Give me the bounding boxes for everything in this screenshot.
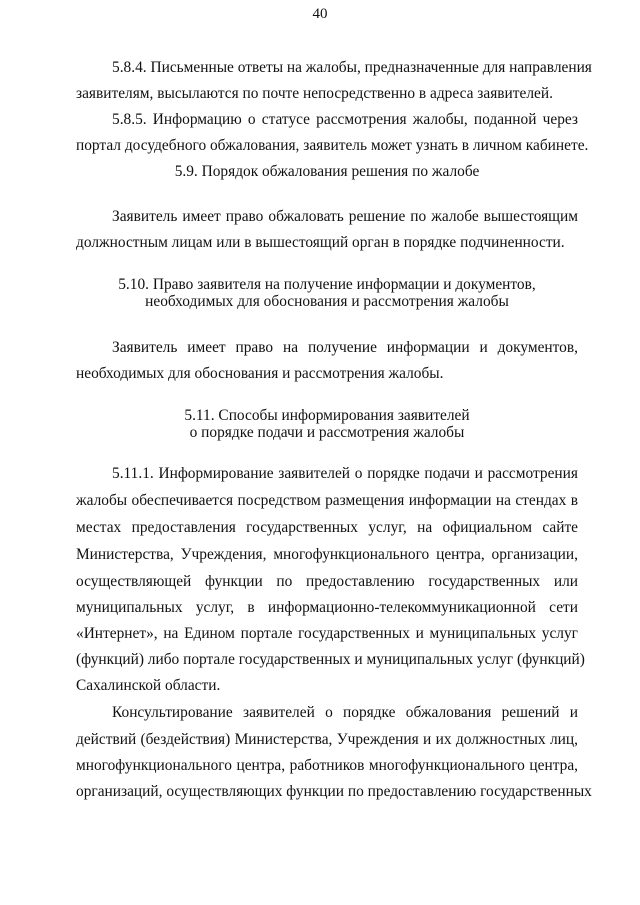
text-line: муниципальных услуг, в информационно-телекоммуникационной сети: [76, 599, 578, 616]
text-line: Заявитель имеет право на получение информации и документов,: [112, 339, 578, 356]
text-line: 5.8.4. Письменные ответы на жалобы, предназначенные для направления: [112, 59, 592, 76]
section-heading: 5.9. Порядок обжалования решения по жалобе: [174, 163, 480, 180]
text-line: 5.11.1. Информирование заявителей о порядке подачи и рассмотрения: [112, 465, 578, 482]
text-line: должностным лицам или в вышестоящий орган в порядке подчиненности.: [76, 234, 565, 251]
text-line: Консультирование заявителей о порядке обжалования решений и: [112, 704, 578, 721]
text-line: жалобы обеспечивается посредством размещения информации на стендах в: [76, 492, 578, 509]
page-number: 40: [312, 6, 328, 22]
text-line: местах предоставления государственных услуг, на официальном сайте: [76, 519, 578, 536]
section-heading: 5.11. Способы информирования заявителей: [184, 407, 470, 424]
text-line: (функций) либо портале государственных и муниципальных услуг (функций): [76, 651, 585, 668]
text-line: Заявитель имеет право обжаловать решение по жалобе вышестоящим: [112, 208, 578, 225]
text-line: Сахалинской области.: [76, 677, 221, 694]
section-heading: о порядке подачи и рассмотрения жалобы: [189, 424, 465, 441]
text-line: осуществляющей функции по предоставлению государственных или: [76, 573, 578, 590]
section-heading: необходимых для обоснования и рассмотрения жалобы: [145, 293, 509, 310]
text-line: организаций, осуществляющих функции по предоставлению государственных: [76, 783, 592, 800]
text-line: заявителям, высылаются по почте непосредственно в адреса заявителей.: [76, 85, 553, 102]
text-line: многофункционального центра, работников многофункционального центра,: [76, 757, 578, 774]
text-line: портал досудебного обжалования, заявитель может узнать в личном кабинете.: [76, 137, 589, 154]
text-line: «Интернет», на Едином портале государственных и муниципальных услуг: [76, 625, 578, 642]
text-line: Министерства, Учреждения, многофункционального центра, организации,: [76, 546, 578, 563]
text-line: 5.8.5. Информацию о статусе рассмотрения жалобы, поданной через: [112, 111, 578, 128]
text-line: необходимых для обоснования и рассмотрения жалобы.: [76, 365, 444, 382]
section-heading: 5.10. Право заявителя на получение информации и документов,: [118, 276, 536, 293]
text-line: действий (бездействия) Министерства, Учреждения и их должностных лиц,: [76, 731, 578, 748]
